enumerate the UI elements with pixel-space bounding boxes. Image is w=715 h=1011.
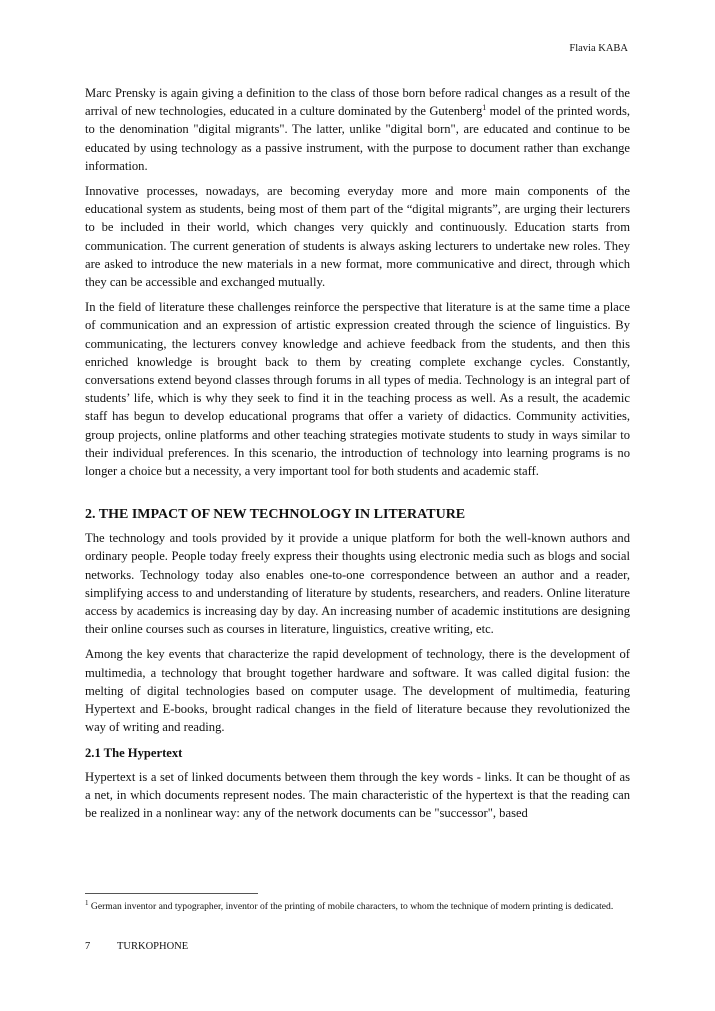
footnote-reference-1[interactable]: 1 — [482, 103, 487, 113]
footnote-marker: 1 — [85, 899, 89, 907]
section-2-paragraph-1: The technology and tools provided by it provide a unique platform for both the well-known authors and ordinary people. People today freely express their thoughts using electronic media such as blogs and social networks. Technology today also enables one-to-one correspondence between an author and a reader, simplifying access to and understanding of literature by students, researchers, and readers. Online literature access by academics is increasing day by day. An increasing number of academic institutions are designing their online courses such as courses in literature, linguistics, creative writing, etc. — [85, 531, 630, 637]
section-2-1-heading: 2.1 The Hypertext — [85, 745, 183, 760]
section-2-1-paragraph-1: Hypertext is a set of linked documents between them through the key words - links. It can be thought of as a net, in which documents represent nodes. The main characteristic of the hypertext is that the reading can be realized in a nonlinear way: any of the network documents can be "successor", based — [85, 769, 630, 820]
intro-paragraph-1-text-b: model of the printed words, to the denomination "digital migrants". The latter, unlike "digital born", are educated and continue to be educated by using technology as a passive instrument, with the purpose to document rather than exchange information. — [85, 104, 631, 173]
intro-paragraph-1 — [85, 84, 630, 175]
section-2-paragraph-2: Among the key events that characterize the rapid development of technology, there is the development of multimedia, a technology that brought together hardware and software. It was called digital fusion: the melting of digital technologies based on computer usage. The development of multimedia, featuring Hypertext and E-books, brought radical changes in the field of literature because they revolutionized the way of writing and reading. — [85, 647, 630, 735]
footnote-1 — [85, 901, 630, 914]
footnote-text: German inventor and typographer, inventor of the printing of mobile characters, to whom the technique of modern printing is dedicated. — [88, 901, 614, 912]
intro-paragraph-3: In the field of literature these challenges reinforce the perspective that literature is at the same time a place of communication and an expression of artistic expression created through the science of linguistics. By communicating, the lecturers convey knowledge and achieve feedback from the students, and then this enriched knowledge is brought back to them by creating complete exchange cycles. Constantly, conversations extend beyond classes through forums in all types of media. Technology is an integral part of students’ life, which is why they seek to find it in the teaching process as well. As a result, the academic staff has begun to develop educational programs that offer a variety of didactics. Community activities, group projects, online platforms and other teaching strategies motivate students to study in ways similar to their individual preferences. In this scenario, the introduction of technology into learning programs is no longer a choice but a necessity, a very important tool for both students and academic staff. — [85, 300, 630, 479]
journal-name: TURKOPHONE — [117, 941, 189, 952]
page-number: 7 — [85, 941, 91, 952]
section-2-heading: 2. THE IMPACT OF NEW TECHNOLOGY IN LITERATURE — [85, 507, 466, 523]
footnote-divider — [85, 893, 258, 894]
running-header-author: Flavia KABA — [569, 43, 628, 54]
page-body — [85, 84, 630, 829]
intro-paragraph-2: Innovative processes, nowadays, are becoming everyday more and more main components of the educational system as students, being most of them part of the “digital migrants”, are urging their lecturers to be included in their world, which changes very quickly and continuously. Education starts from communication. The current generation of students is always asking lecturers to undertake new roles. They are asked to introduce the new materials in a new format, more communicative and direct, through which they can be accessible and exchanged mutually. — [85, 184, 630, 290]
intro-paragraph-1-text-a: Marc Prensky is again giving a definition to the class of those born before radical changes as a result of the arrival of new technologies, educated in a culture dominated by the Gutenberg — [85, 86, 630, 119]
page-footer — [85, 940, 188, 954]
